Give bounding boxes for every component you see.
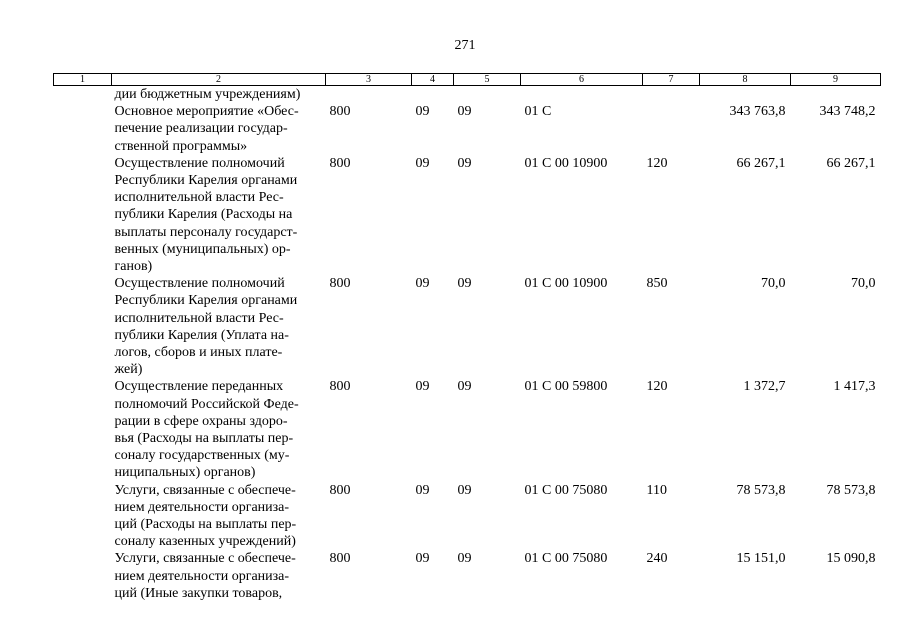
row-name-line: полномочий Российской Феде- [114,396,299,412]
table-row [54,378,881,481]
row-section: 09 [415,155,430,171]
row-target-code: 01 С 00 75080 [524,482,608,498]
column-header: 6 [521,74,643,86]
row-expense-type: 240 [646,551,668,567]
table-row [54,482,881,551]
row-name [112,482,326,551]
row-subsection: 09 [457,104,472,120]
row-name: дии бюджетным учреждениям) [114,87,301,102]
row-subsection: 09 [457,482,472,498]
table-row [54,550,881,602]
row-name-line: выплаты персоналу государст- [114,224,298,240]
row-section: 09 [415,104,430,120]
row-name-line: Республики Карелия органами [114,173,298,189]
row-amount-year2: 1 417,3 [833,379,876,395]
column-number-row [54,74,881,86]
row-expense-type [643,103,700,155]
row-name-line: ганов) [114,259,153,275]
row-expense-type: 120 [646,379,668,395]
table-row [54,155,881,275]
row-section: 09 [415,551,430,567]
row-ministry-code: 800 [329,155,351,171]
row-name [112,550,326,602]
row-target-code: 01 С 00 10900 [524,276,608,292]
row-name-line: логов, сборов и иных плате- [114,345,283,361]
row-col1 [54,378,112,481]
table-row [54,103,881,155]
row-col1 [54,103,112,155]
row-name-line: нием деятельности организа- [114,568,290,584]
column-header: 7 [643,74,700,86]
row-target-code: 01 С 00 10900 [524,155,608,171]
budget-table [53,73,881,602]
row-expense-type: 120 [646,155,668,171]
row-ministry-code: 800 [329,482,351,498]
row-name-line: ций (Расходы на выплаты пер- [114,517,297,533]
row-amount-year2: 78 573,8 [826,482,876,498]
row-section: 09 [415,276,430,292]
continuation-row [54,86,881,104]
row-name-line: Основное мероприятие «Обес- [114,104,299,120]
row-name-line: венных (муниципальных) ор- [114,241,291,257]
row-name-line: ниципальных) органов) [114,465,256,481]
row-subsection: 09 [457,551,472,567]
column-header: 5 [454,74,521,86]
row-name-line: вья (Расходы на выплаты пер- [114,431,294,447]
row-amount-year2: 15 090,8 [826,551,876,567]
row-name-line: Осуществление переданных [114,379,284,395]
row-ministry-code: 800 [329,104,351,120]
row-name-line: ций (Иные закупки товаров, [114,585,283,601]
row-col1 [54,482,112,551]
row-name-line: исполнительной власти Рес- [114,190,284,206]
column-header: 1 [54,74,112,86]
row-name-line: исполнительной власти Рес- [114,310,284,326]
row-name-line: Республики Карелия органами [114,293,298,309]
row-name-line: публики Карелия (Уплата на- [114,327,289,343]
row-name-line: нием деятельности организа- [114,499,290,515]
column-header: 4 [412,74,454,86]
row-subsection: 09 [457,379,472,395]
row-name-line: печение реализации государ- [114,121,288,137]
row-amount-year1: 343 763,8 [729,104,786,120]
row-ministry-code: 800 [329,276,351,292]
row-col1 [54,155,112,275]
page-number: 271 [454,38,476,53]
row-amount-year1: 1 372,7 [743,379,786,395]
row-name-line: ственной программы» [114,138,248,154]
row-name [112,275,326,378]
row-name-line: публики Карелия (Расходы на [114,207,293,223]
row-name-line: Услуги, связанные с обеспече- [114,482,296,498]
column-header: 3 [326,74,412,86]
row-expense-type: 850 [646,276,668,292]
row-amount-year1: 78 573,8 [736,482,786,498]
row-col1 [54,550,112,602]
row-name-line: соналу государственных (му- [114,448,290,464]
row-section: 09 [415,482,430,498]
row-ministry-code: 800 [329,551,351,567]
row-amount-year1: 15 151,0 [736,551,786,567]
row-section: 09 [415,379,430,395]
row-target-code: 01 С 00 59800 [524,379,608,395]
row-subsection: 09 [457,276,472,292]
row-target-code: 01 С 00 75080 [524,551,608,567]
row-amount-year1: 70,0 [761,276,786,292]
row-name-line: жей) [114,362,143,378]
column-header: 9 [791,74,881,86]
row-name-line: соналу казенных учреждений) [114,534,296,550]
row-name [112,155,326,275]
row-amount-year2: 70,0 [851,276,876,292]
row-amount-year2: 343 748,2 [819,104,876,120]
row-expense-type: 110 [646,482,667,498]
row-ministry-code: 800 [329,379,351,395]
row-amount-year2: 66 267,1 [826,155,876,171]
row-name-line: Осуществление полномочий [114,155,285,171]
row-name-line: Осуществление полномочий [114,276,285,292]
row-name [112,103,326,155]
row-target-code: 01 С [524,104,552,120]
row-subsection: 09 [457,155,472,171]
column-header: 8 [700,74,791,86]
row-name [112,378,326,481]
row-name-line: Услуги, связанные с обеспече- [114,551,296,567]
table-row [54,275,881,378]
row-amount-year1: 66 267,1 [736,155,786,171]
column-header: 2 [112,74,326,86]
row-col1 [54,275,112,378]
row-name-line: рации в сфере охраны здоро- [114,413,288,429]
